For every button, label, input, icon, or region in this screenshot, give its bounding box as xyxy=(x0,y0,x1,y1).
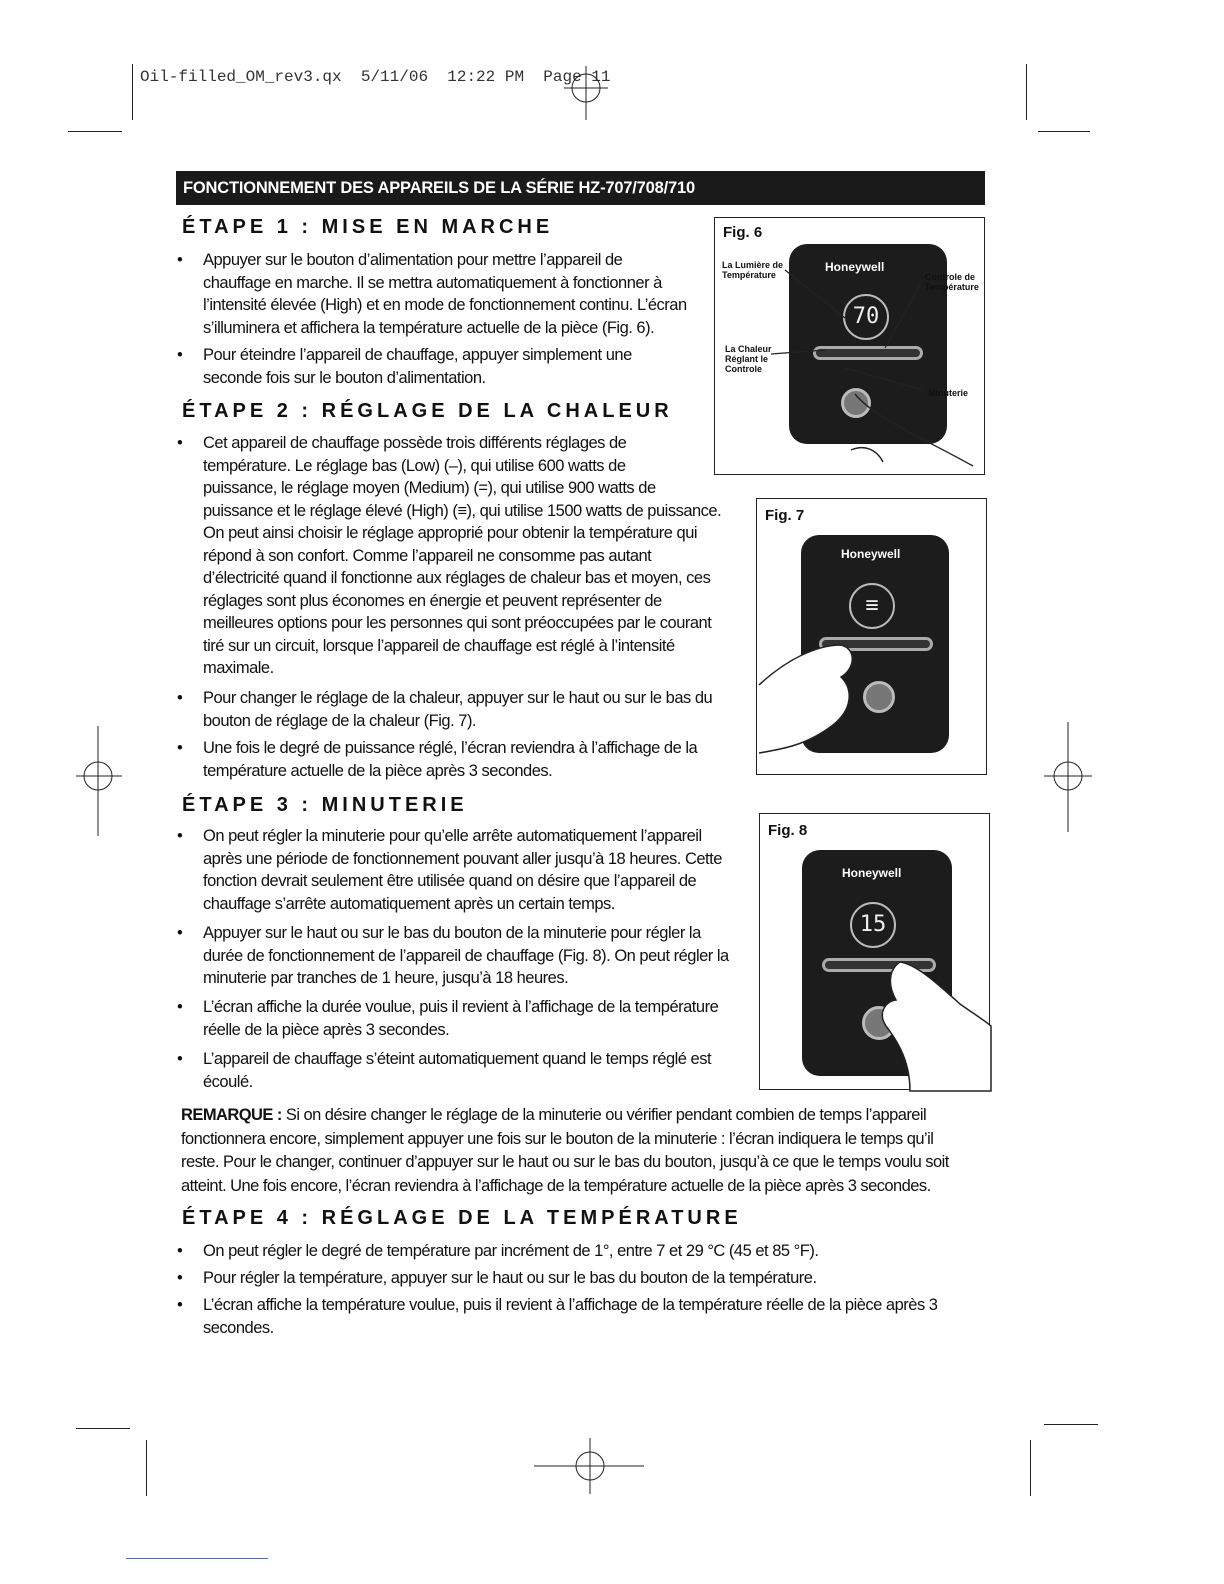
registration-mark-right xyxy=(1042,722,1092,834)
registration-mark-bottom xyxy=(534,1438,644,1494)
callout-temperature-control: Controle de Température xyxy=(925,272,979,292)
registration-mark-left xyxy=(76,726,124,838)
list-item-text: Cet appareil de chauffage possède trois différents réglages de température. Le réglage bas (Low) (–), qui utilise 600 watts de puissance, le réglage moyen (Medium) (=), qui utilise 900 watts de puissance et le réglage élevé (High) (≡), qui utilise 1500 watts de puissance. On peut ainsi choisir le réglage approprié pour obtenir la température qui répond à son confort. Comme l’appareil ne consomme pas autant d’électricité quand il fonctionne aux réglages de chaleur bas et moyen, ces réglages sont plus économes en énergie et peuvent représenter de meilleures options pour les personnes qui sont préoccupées par le courant tiré sur un circuit, lorsque l’appareil de chauffage est réglé à l’intensité maximale. xyxy=(203,434,722,677)
step-4-heading: ÉTAPE 4 : RÉGLAGE DE LA TEMPÉRATURE xyxy=(182,1207,742,1229)
step-1-heading: ÉTAPE 1 : MISE EN MARCHE xyxy=(182,216,554,238)
step-2-heading: ÉTAPE 2 : RÉGLAGE DE LA CHALEUR xyxy=(182,400,673,422)
bullet: • xyxy=(177,1269,183,1287)
bullet: • xyxy=(177,1050,183,1068)
crop-mark xyxy=(1030,1440,1031,1496)
list-item-text: Une fois le degré de puissance réglé, l’écran reviendra à l’affichage de la température actuelle de la pièce après 3 secondes. xyxy=(203,739,698,780)
figure-6 xyxy=(714,217,985,475)
list-item-text: Appuyer sur le haut ou sur le bas du bouton de la minuterie pour régler la durée de fonctionnement de l’appareil de chauffage (Fig. 8). On peut régler la minuterie par tranches de 1 heure, jusqu’à 18 heures. xyxy=(203,924,729,987)
bullet: • xyxy=(177,998,183,1016)
list-item-text: L’écran affiche la température voulue, puis il revient à l’affichage de la température réelle de la pièce après 3 secondes. xyxy=(203,1296,938,1337)
brand-logo: Honeywell xyxy=(825,260,885,274)
crop-mark xyxy=(1044,1424,1098,1425)
bullet: • xyxy=(177,924,183,942)
callout-lines xyxy=(715,218,986,476)
note-text: Si on désire changer le réglage de la minuterie ou vérifier pendant combien de temps l’appareil fonctionnera encore, simplement appuyer une fois sur le bouton de la minuterie : l’écran indiquera le temps qu’il reste. Pour le changer, continuer d’appuyer sur le haut ou sur le bas du bouton, jusqu’à ce que le temps voulu soit atteint. Une fois encore, l’écran reviendra à l’affichage de la température actuelle de la pièce après 3 secondes. xyxy=(181,1106,949,1195)
page-edge-line xyxy=(126,1558,268,1559)
bullet: • xyxy=(177,1242,183,1260)
bullet: • xyxy=(177,739,183,757)
callout-temperature-light: La Lumière de Température xyxy=(722,260,784,280)
heat-level-display: ≡ xyxy=(849,583,895,629)
crop-mark xyxy=(146,1440,147,1496)
hand-illustration xyxy=(760,814,991,1091)
note-paragraph xyxy=(181,1104,991,1198)
list-item-text: Pour régler la température, appuyer sur le haut ou sur le bas du bouton de la température. xyxy=(203,1269,817,1287)
registration-mark-top xyxy=(558,62,614,122)
figure-label: Fig. 8 xyxy=(768,822,808,839)
bullet: • xyxy=(177,689,183,707)
crop-mark xyxy=(76,1428,130,1429)
temperature-display: 70 xyxy=(843,294,889,340)
list-item-text: Pour éteindre l’appareil de chauffage, appuyer simplement une seconde fois sur le bouton d’alimentation. xyxy=(203,346,632,387)
section-banner: FONCTIONNEMENT DES APPAREILS DE LA SÉRIE HZ-707/708/710 xyxy=(176,171,985,205)
bullet: • xyxy=(177,434,183,452)
crop-mark xyxy=(1038,131,1090,132)
figure-label: Fig. 6 xyxy=(723,224,763,241)
step-3-heading: ÉTAPE 3 : MINUTERIE xyxy=(182,794,468,816)
list-item-text: Appuyer sur le bouton d’alimentation pour mettre l’appareil de chauffage en marche. Il se mettra automatiquement à fonctionner à l’intensité élevée (High) et en mode de fonctionnement continu. L’écran s’illuminera et affichera la température actuelle de la pièce (Fig. 6). xyxy=(203,251,687,337)
note-label: REMARQUE : xyxy=(181,1106,282,1124)
callout-heat-control: La Chaleur Réglant le Controle xyxy=(725,344,772,374)
crop-mark xyxy=(132,64,133,120)
list-item-text: On peut régler le degré de température par incrément de 1°, entre 7 et 29 °C (45 et 85 °F). xyxy=(203,1242,819,1260)
figure-7 xyxy=(756,498,987,775)
hand-illustration xyxy=(757,499,988,776)
list-item-text: L’écran affiche la durée voulue, puis il revient à l’affichage de la température réelle de la pièce après 3 secondes. xyxy=(203,998,719,1039)
brand-logo: Honeywell xyxy=(842,866,902,880)
brand-logo: Honeywell xyxy=(841,547,901,561)
list-item-text: Pour changer le réglage de la chaleur, appuyer sur le haut ou sur le bas du bouton de réglage de la chaleur (Fig. 7). xyxy=(203,689,713,730)
timer-display: 15 xyxy=(850,902,896,948)
bullet: • xyxy=(177,1296,183,1314)
callout-timer: Minuterie xyxy=(928,388,969,398)
bullet: • xyxy=(177,251,183,269)
list-item-text: On peut régler la minuterie pour qu’elle arrête automatiquement l’appareil après une période de fonctionnement pouvant aller jusqu’à 18 heures. Cette fonction devrait seulement être utilisée quand on désire que l’appareil de chauffage s’arrête automatiquement après un certain temps. xyxy=(203,827,722,913)
figure-8 xyxy=(759,813,990,1090)
bullet: • xyxy=(177,827,183,845)
crop-mark xyxy=(1026,64,1027,120)
bullet: • xyxy=(177,346,183,364)
crop-mark xyxy=(68,131,122,132)
file-slug: Oil-filled_OM_rev3.qx 5/11/06 12:22 PM Page 11 xyxy=(140,68,611,86)
list-item-text: L’appareil de chauffage s’éteint automatiquement quand le temps réglé est écoulé. xyxy=(203,1050,712,1091)
figure-label: Fig. 7 xyxy=(765,507,805,524)
